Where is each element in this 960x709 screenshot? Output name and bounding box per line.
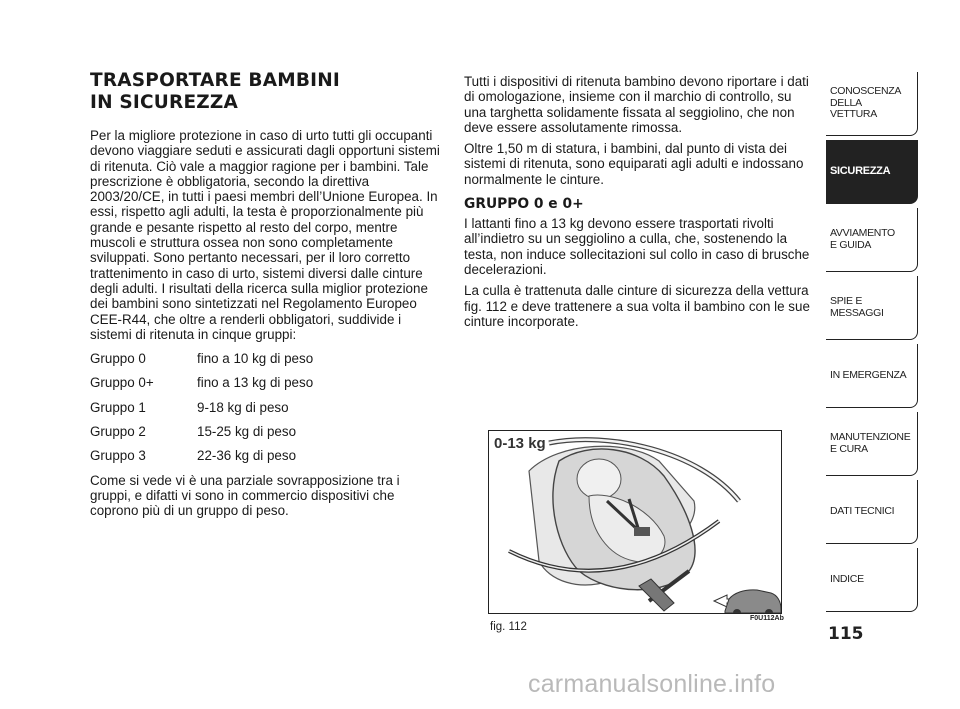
left-column xyxy=(90,128,440,519)
right-column xyxy=(464,74,814,329)
group-name: Gruppo 3 xyxy=(90,448,146,464)
figure-weight-label: 0-13 kg xyxy=(494,435,546,452)
chapter-tabs xyxy=(826,72,918,616)
section-title-line-2: IN SICUREZZA xyxy=(90,92,239,113)
group-name: Gruppo 2 xyxy=(90,424,146,440)
group-row xyxy=(90,375,440,390)
group-row xyxy=(90,424,440,439)
figure-child-seat xyxy=(488,430,782,614)
tab-manutenzione-e-cura[interactable]: MANUTENZIONE E CURA xyxy=(826,412,918,476)
tab-in-emergenza[interactable]: IN EMERGENZA xyxy=(826,344,918,408)
cradle-paragraph: La culla è trattenuta dalle cinture di sicurezza della vettura fig. 112 e deve trattenere a sua volta il bambino con le sue cinture incorporate. xyxy=(464,283,810,329)
group-range: 9-18 kg di peso xyxy=(197,399,289,415)
watermark: carmanualsonline.info xyxy=(528,670,776,698)
section-title xyxy=(90,70,340,114)
height-paragraph: Oltre 1,50 m di statura, i bambini, dal punto di vista dei sistemi di ritenuta, sono equiparati agli adulti e indossano normalmente le cinture. xyxy=(464,141,804,187)
tab-conoscenza-della-vettura[interactable]: CONOSCENZA DELLA VETTURA xyxy=(826,72,918,136)
group-range: 15-25 kg di peso xyxy=(197,424,297,440)
tab-avviamento-e-guida[interactable]: AVVIAMENTO E GUIDA xyxy=(826,208,918,272)
figure-code: F0U112Ab xyxy=(750,615,784,622)
group-subheading: GRUPPO 0 e 0+ xyxy=(464,196,584,213)
tab-spie-e-messaggi[interactable]: SPIE E MESSAGGI xyxy=(826,276,918,340)
group-range: fino a 10 kg di peso xyxy=(197,351,314,367)
tab-indice[interactable]: INDICE xyxy=(826,548,918,612)
group-range: fino a 13 kg di peso xyxy=(197,375,314,391)
page-number: 115 xyxy=(828,624,864,644)
figure-caption: fig. 112 xyxy=(490,621,527,633)
group-range: 22-36 kg di peso xyxy=(197,448,297,464)
group-row xyxy=(90,351,440,366)
tab-sicurezza[interactable]: SICUREZZA xyxy=(826,140,918,204)
tab-dati-tecnici[interactable]: DATI TECNICI xyxy=(826,480,918,544)
group-row xyxy=(90,448,440,463)
intro-paragraph: Per la migliore protezione in caso di urto tutti gli occupanti devono viaggiare seduti e assicurati dagli opportuni sistemi di ritenuta. Ciò vale a maggior ragione per i bambini. Tale prescrizione è obbligatoria, secondo la direttiva 2003/20/CE, in tutti i paesi membri dell’Unione Europea. In essi, rispetto agli adulti, la testa è proporzionalmente più grande e pesante rispetto al resto del corpo, mentre muscoli e struttura ossea non sono completamente sviluppati. Sono pertanto necessari, per il loro corretto trattenimento in caso di urto, sistemi diversi dalle cinture degli adulti. I risultati della ricerca sulla miglior protezione dei bambini sono sintetizzati nel Regolamento Europeo CEE-R44, che oltre a renderli obbligatori, suddivide i sistemi di ritenuta in cinque gruppi: xyxy=(90,128,440,342)
child-seat-illustration xyxy=(489,431,782,614)
section-title-line-1: TRASPORTARE BAMBINI xyxy=(90,70,341,91)
group-name: Gruppo 1 xyxy=(90,399,146,415)
homologation-paragraph: Tutti i dispositivi di ritenuta bambino devono riportare i dati di omologazione, insieme con il marchio di controllo, su una targhetta solidamente fissata al seggiolino, che non deve essere assolutamente rimossa. xyxy=(464,74,809,135)
infant-paragraph: I lattanti fino a 13 kg devono essere trasportati rivolti all’indietro su un seggiolino a culla, che, sostenendo la testa, non induce sollecitazioni sul collo in caso di brusche decelerazioni. xyxy=(464,216,810,277)
group-row xyxy=(90,400,440,415)
outro-paragraph: Come si vede vi è una parziale sovrapposizione tra i gruppi, e difatti vi sono in commercio dispositivi che coprono più di un gruppo di peso. xyxy=(90,472,400,519)
group-name: Gruppo 0 xyxy=(90,351,146,367)
group-name: Gruppo 0+ xyxy=(90,375,154,391)
